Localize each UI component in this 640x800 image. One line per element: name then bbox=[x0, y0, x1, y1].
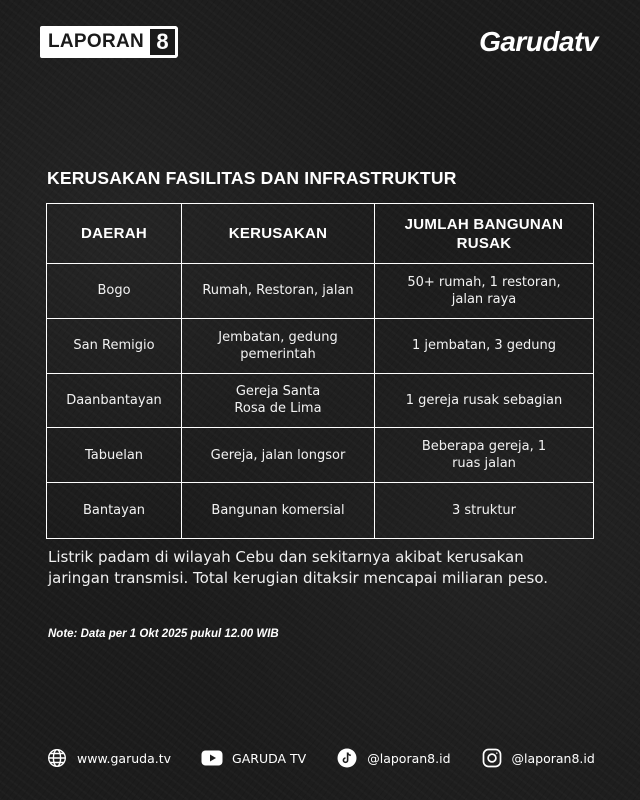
table-cell-damage: Jembatan, gedung pemerintah bbox=[182, 319, 375, 374]
footer-tiktok-text: @laporan8.id bbox=[367, 750, 451, 766]
table-header-kerusakan: KERUSAKAN bbox=[182, 204, 375, 264]
footer-instagram-link[interactable] bbox=[481, 747, 595, 769]
data-note: Note: Data per 1 Okt 2025 pukul 12.00 WIB bbox=[48, 628, 279, 640]
logo-number: 8 bbox=[150, 26, 178, 58]
garudatv-logo: Garudatv bbox=[479, 26, 598, 57]
table-cell-region: Bantayan bbox=[47, 483, 182, 538]
tiktok-icon bbox=[336, 747, 358, 769]
table-cell-region: Bogo bbox=[47, 264, 182, 319]
table-cell-damage: Gereja Santa Rosa de Lima bbox=[182, 374, 375, 429]
summary-paragraph: Listrik padam di wilayah Cebu dan sekitarnya akibat kerusakan jaringan transmisi. Total kerugian ditaksir mencapai miliaran peso. bbox=[48, 548, 549, 587]
footer-tiktok-link[interactable] bbox=[336, 747, 450, 769]
logo-word: LAPORAN bbox=[40, 26, 150, 58]
globe-icon bbox=[46, 747, 68, 769]
table-header-jumlah: JUMLAH BANGUNAN RUSAK bbox=[375, 204, 593, 264]
table-cell-region: Daanbantayan bbox=[47, 374, 182, 429]
youtube-icon bbox=[201, 747, 223, 769]
footer-instagram-text: @laporan8.id bbox=[511, 750, 595, 766]
instagram-icon bbox=[481, 747, 503, 769]
table-cell-damage: Bangunan komersial bbox=[182, 483, 375, 538]
table-header-daerah: DAERAH bbox=[47, 204, 182, 264]
table-cell-count: 3 struktur bbox=[451, 503, 517, 519]
table-cell-count: 50+ rumah, 1 restoran, jalan raya bbox=[375, 264, 593, 319]
footer-links bbox=[46, 746, 606, 770]
footer-youtube-text: GARUDA TV bbox=[232, 750, 307, 766]
table-cell-region: Tabuelan bbox=[47, 428, 182, 483]
footer-youtube-link[interactable] bbox=[201, 747, 306, 769]
table-cell-count: 1 gereja rusak sebagian bbox=[375, 374, 593, 429]
laporan8-logo bbox=[40, 26, 178, 58]
table-cell-count: Beberapa gereja, 1 ruas jalan bbox=[375, 428, 593, 483]
table-cell-count: 1 jembatan, 3 gedung bbox=[375, 319, 593, 374]
damage-table bbox=[46, 203, 594, 539]
table-cell-damage: Rumah, Restoran, jalan bbox=[182, 264, 375, 319]
table-cell-region: San Remigio bbox=[47, 319, 182, 374]
page-title: KERUSAKAN FASILITAS DAN INFRASTRUKTUR bbox=[47, 168, 457, 188]
footer-website-link[interactable] bbox=[46, 747, 171, 769]
table-cell-damage: Gereja, jalan longsor bbox=[182, 428, 375, 483]
footer-website-text: www.garuda.tv bbox=[77, 750, 172, 766]
